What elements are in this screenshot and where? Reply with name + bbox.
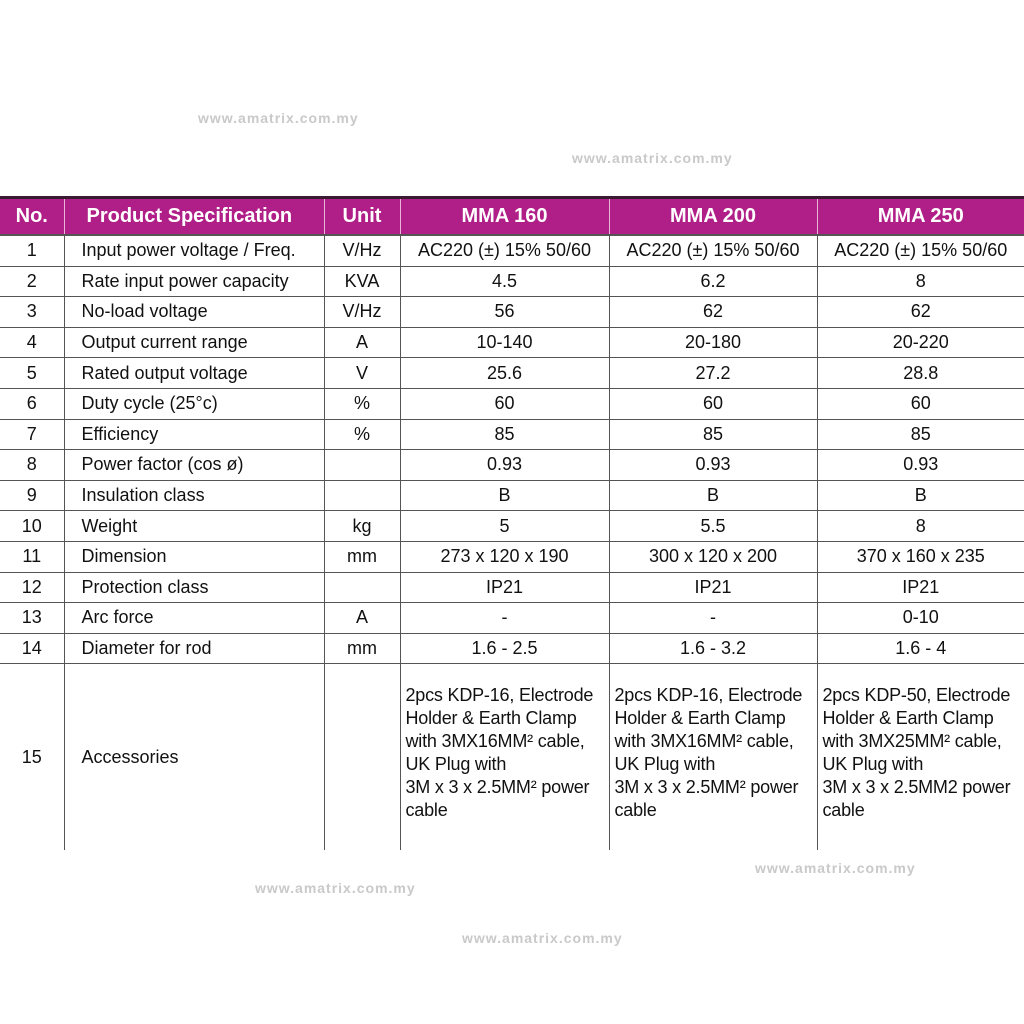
value-cell: 0.93 [609, 450, 817, 481]
value-cell: 85 [609, 419, 817, 450]
value-cell: 370 x 160 x 235 [817, 541, 1024, 572]
unit-cell [324, 572, 400, 603]
unit-cell: % [324, 419, 400, 450]
row-number: 13 [0, 603, 64, 634]
watermark: www.amatrix.com.my [572, 150, 733, 166]
value-cell: 300 x 120 x 200 [609, 541, 817, 572]
spec-name: Duty cycle (25°c) [64, 388, 324, 419]
value-cell: 25.6 [400, 358, 609, 389]
accessory-line: Holder & Earth Clamp [822, 708, 994, 729]
spec-name: Dimension [64, 541, 324, 572]
table-row [0, 419, 1024, 450]
accessory-line: 2pcs KDP-50, Electrode [822, 685, 1011, 706]
row-number: 10 [0, 511, 64, 542]
value-cell: 1.6 - 3.2 [609, 633, 817, 664]
accessory-line: cable [822, 800, 865, 821]
row-number: 11 [0, 541, 64, 572]
value-cell: 5.5 [609, 511, 817, 542]
value-cell: 62 [609, 297, 817, 328]
value-cell: 27.2 [609, 358, 817, 389]
value-cell: 5 [400, 511, 609, 542]
row-number: 14 [0, 633, 64, 664]
unit-cell: KVA [324, 266, 400, 297]
watermark: www.amatrix.com.my [462, 930, 623, 946]
row-number: 15 [21, 746, 42, 767]
value-cell: 60 [817, 388, 1024, 419]
row-number: 7 [0, 419, 64, 450]
value-cell: 56 [400, 297, 609, 328]
value-cell: AC220 (±) 15% 50/60 [400, 235, 609, 266]
value-cell: 85 [817, 419, 1024, 450]
row-number: 8 [0, 450, 64, 481]
row-number: 9 [0, 480, 64, 511]
value-cell: 8 [817, 511, 1024, 542]
spec-name: No-load voltage [64, 297, 324, 328]
unit-cell: % [324, 388, 400, 419]
spec-table [0, 196, 1024, 850]
table-row [0, 450, 1024, 481]
table-row [0, 633, 1024, 664]
value-cell: B [400, 480, 609, 511]
value-cell: 4.5 [400, 266, 609, 297]
row-number: 3 [0, 297, 64, 328]
accessory-line: cable [405, 800, 448, 821]
row-number: 5 [0, 358, 64, 389]
accessory-line: 3M x 3 x 2.5MM2 power [822, 777, 1011, 798]
table-row [0, 511, 1024, 542]
value-cell: IP21 [400, 572, 609, 603]
unit-cell: mm [324, 541, 400, 572]
value-cell: 60 [400, 388, 609, 419]
table-row [0, 266, 1024, 297]
header-spec: Product Specification [64, 198, 324, 236]
accessories-cell [400, 664, 609, 851]
table-row [0, 572, 1024, 603]
value-cell: 28.8 [817, 358, 1024, 389]
value-cell: 10-140 [400, 327, 609, 358]
accessory-line: UK Plug with [614, 754, 716, 775]
value-cell: 0-10 [817, 603, 1024, 634]
value-cell: B [817, 480, 1024, 511]
spec-name: Rated output voltage [64, 358, 324, 389]
unit-cell [324, 664, 400, 851]
row-number: 4 [0, 327, 64, 358]
value-cell: AC220 (±) 15% 50/60 [817, 235, 1024, 266]
unit-cell: A [324, 327, 400, 358]
header-no: No. [0, 198, 64, 236]
unit-cell: V [324, 358, 400, 389]
row-number: 1 [0, 235, 64, 266]
unit-cell: mm [324, 633, 400, 664]
accessory-line: cable [614, 800, 657, 821]
accessory-line: with 3MX16MM² cable, [405, 731, 585, 752]
row-number: 12 [0, 572, 64, 603]
header-unit: Unit [324, 198, 400, 236]
accessory-line: with 3MX25MM² cable, [822, 731, 1002, 752]
spec-name: Weight [64, 511, 324, 542]
accessory-line: UK Plug with [822, 754, 924, 775]
header-model-200: MMA 200 [609, 198, 817, 236]
value-cell: 0.93 [817, 450, 1024, 481]
unit-cell [324, 450, 400, 481]
accessory-line: Holder & Earth Clamp [614, 708, 786, 729]
row-number: 6 [0, 388, 64, 419]
value-cell: B [609, 480, 817, 511]
value-cell: 85 [400, 419, 609, 450]
value-cell: 20-180 [609, 327, 817, 358]
table-row [0, 541, 1024, 572]
spec-name: Protection class [64, 572, 324, 603]
value-cell: 62 [817, 297, 1024, 328]
value-cell: - [400, 603, 609, 634]
table-row [0, 235, 1024, 266]
value-cell: 20-220 [817, 327, 1024, 358]
spec-name: Diameter for rod [64, 633, 324, 664]
spec-name: Output current range [64, 327, 324, 358]
value-cell: IP21 [609, 572, 817, 603]
table-row [0, 480, 1024, 511]
value-cell: 0.93 [400, 450, 609, 481]
table-row [0, 603, 1024, 634]
accessory-line: 2pcs KDP-16, Electrode [614, 685, 803, 706]
value-cell: 1.6 - 4 [817, 633, 1024, 664]
spec-name: Rate input power capacity [64, 266, 324, 297]
value-cell: 1.6 - 2.5 [400, 633, 609, 664]
spec-name: Input power voltage / Freq. [64, 235, 324, 266]
spec-name: Accessories [64, 664, 324, 851]
spec-name: Insulation class [64, 480, 324, 511]
spec-name: Power factor (cos ø) [64, 450, 324, 481]
header-row [0, 198, 1024, 236]
accessory-line: Holder & Earth Clamp [405, 708, 577, 729]
unit-cell: V/Hz [324, 297, 400, 328]
accessory-line: UK Plug with [405, 754, 507, 775]
watermark: www.amatrix.com.my [198, 110, 359, 126]
table-row [0, 327, 1024, 358]
accessory-line: 2pcs KDP-16, Electrode [405, 685, 594, 706]
value-cell: 8 [817, 266, 1024, 297]
header-model-250: MMA 250 [817, 198, 1024, 236]
unit-cell [324, 480, 400, 511]
accessories-cell [817, 664, 1024, 851]
unit-cell: kg [324, 511, 400, 542]
watermark: www.amatrix.com.my [755, 860, 916, 876]
value-cell: AC220 (±) 15% 50/60 [609, 235, 817, 266]
table-row [0, 358, 1024, 389]
table-row [0, 664, 1024, 851]
value-cell: - [609, 603, 817, 634]
accessory-line: with 3MX16MM² cable, [614, 731, 794, 752]
header-model-160: MMA 160 [400, 198, 609, 236]
table-row [0, 388, 1024, 419]
accessory-line: 3M x 3 x 2.5MM² power [614, 777, 799, 798]
accessory-line: 3M x 3 x 2.5MM² power [405, 777, 590, 798]
accessories-cell [609, 664, 817, 851]
value-cell: 60 [609, 388, 817, 419]
unit-cell: A [324, 603, 400, 634]
spec-name: Efficiency [64, 419, 324, 450]
value-cell: 6.2 [609, 266, 817, 297]
row-number: 2 [0, 266, 64, 297]
spec-name: Arc force [64, 603, 324, 634]
value-cell: IP21 [817, 572, 1024, 603]
unit-cell: V/Hz [324, 235, 400, 266]
value-cell: 273 x 120 x 190 [400, 541, 609, 572]
table-row [0, 297, 1024, 328]
watermark: www.amatrix.com.my [255, 880, 416, 896]
